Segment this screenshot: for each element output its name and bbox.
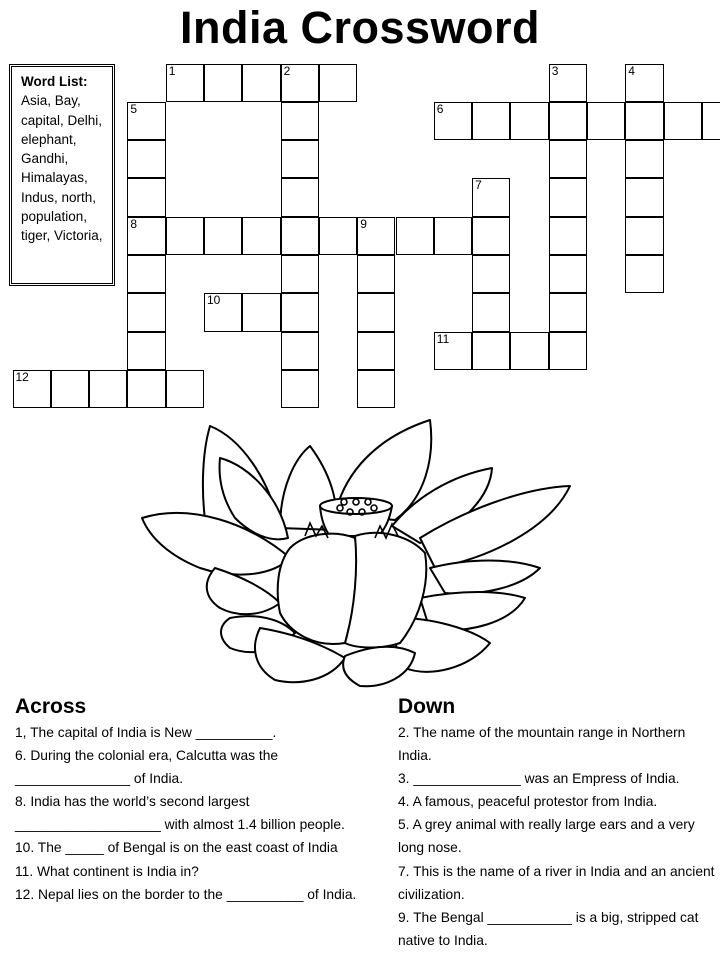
crossword-cell[interactable] <box>127 140 165 178</box>
down-clue-4: 4. A famous, peaceful protestor from India. <box>398 794 658 810</box>
clue-number: 11 <box>436 331 450 346</box>
across-clue-8: 8. India has the world’s second largest ___________________ with almost 1.4 billion people. <box>15 794 345 833</box>
crossword-cell[interactable] <box>472 178 510 216</box>
crossword-cell[interactable] <box>127 332 165 370</box>
crossword-cell[interactable] <box>319 217 357 255</box>
down-clues <box>398 694 716 952</box>
across-clue-1: 1, The capital of India is New __________. <box>15 725 277 740</box>
crossword-cell[interactable] <box>587 102 625 140</box>
crossword-cell[interactable] <box>510 332 548 370</box>
clue-number: 7 <box>475 178 482 193</box>
across-clue-11: 11. What continent is India in? <box>15 863 199 879</box>
down-clue-2: 2. The name of the mountain range in Northern India. <box>398 725 686 764</box>
crossword-cell[interactable] <box>625 255 663 293</box>
crossword-cell[interactable] <box>281 293 319 331</box>
lotus-petal <box>430 561 540 594</box>
clue-number: 6 <box>436 101 444 116</box>
crossword-cell[interactable] <box>472 102 510 140</box>
crossword-cell[interactable] <box>242 64 280 102</box>
across-heading: Across <box>15 695 87 718</box>
lotus-petal <box>343 647 415 686</box>
lotus-flower-illustration <box>130 418 580 690</box>
crossword-cell[interactable] <box>472 217 510 255</box>
crossword-cell[interactable] <box>549 217 587 255</box>
crossword-cell[interactable] <box>89 370 127 408</box>
crossword-cell[interactable] <box>127 102 165 140</box>
crossword-cell[interactable] <box>702 102 720 140</box>
clue-number: 9 <box>360 216 367 231</box>
crossword-cell[interactable] <box>204 64 242 102</box>
crossword-cell[interactable] <box>434 217 472 255</box>
crossword-cell[interactable] <box>127 293 165 331</box>
crossword-cell[interactable] <box>281 102 319 140</box>
clue-number: 4 <box>628 63 635 78</box>
down-clue-5: 5. A grey animal with really large ears and a very long nose. <box>398 817 695 856</box>
crossword-cell[interactable] <box>549 178 587 216</box>
crossword-cell[interactable] <box>625 217 663 255</box>
crossword-cell[interactable] <box>127 178 165 216</box>
down-clue-3: 3. ______________ was an Empress of India. <box>398 771 680 787</box>
crossword-cell[interactable] <box>396 217 434 255</box>
crossword-cell[interactable] <box>127 217 165 255</box>
clue-number: 5 <box>130 101 138 116</box>
crossword-cell[interactable] <box>510 102 548 140</box>
lotus-seed-pod-top <box>320 498 392 514</box>
crossword-cell[interactable] <box>472 293 510 331</box>
clue-number: 10 <box>207 293 221 308</box>
crossword-cell[interactable] <box>434 332 472 370</box>
across-clue-12: 12. Nepal lies on the border to the __________ of India. <box>15 886 357 902</box>
crossword-cell[interactable] <box>549 140 587 178</box>
page-title: India Crossword <box>179 2 541 53</box>
crossword-cell[interactable] <box>625 140 663 178</box>
crossword-cell[interactable] <box>549 102 587 140</box>
crossword-cell[interactable] <box>166 64 204 102</box>
crossword-cell[interactable] <box>281 217 319 255</box>
clue-number: 1 <box>168 63 176 78</box>
crossword-cell[interactable] <box>281 370 319 408</box>
crossword-cell[interactable] <box>13 370 51 408</box>
crossword-cell[interactable] <box>204 293 242 331</box>
crossword-cell[interactable] <box>357 217 395 255</box>
crossword-cell[interactable] <box>319 64 357 102</box>
clue-number: 12 <box>15 369 29 384</box>
lotus-petal <box>278 534 357 644</box>
across-clue-10: 10. The _____ of Bengal is on the east coast of India <box>15 840 338 856</box>
crossword-grid <box>0 0 720 420</box>
down-clue-9: 9. The Bengal ___________ is a big, stripped cat native to India. <box>398 909 699 948</box>
across-clue-6: 6. During the colonial era, Calcutta was the _______________ of India. <box>15 748 279 787</box>
crossword-cell[interactable] <box>127 255 165 293</box>
word-list-words: Asia, Bay, capital, Delhi, elephant, Gandhi, Himalayas, Indus, north, population, tiger, Victoria, <box>21 93 103 244</box>
crossword-cell[interactable] <box>281 178 319 216</box>
crossword-cell[interactable] <box>357 255 395 293</box>
crossword-cell[interactable] <box>549 332 587 370</box>
crossword-cell[interactable] <box>549 64 587 102</box>
crossword-cell[interactable] <box>281 255 319 293</box>
crossword-cell[interactable] <box>549 293 587 331</box>
crossword-cell[interactable] <box>434 102 472 140</box>
across-clues <box>15 694 360 906</box>
crossword-cell[interactable] <box>281 64 319 102</box>
word-list-heading: Word List: <box>21 74 88 89</box>
crossword-cell[interactable] <box>472 255 510 293</box>
crossword-cell[interactable] <box>51 370 89 408</box>
crossword-cell[interactable] <box>625 178 663 216</box>
crossword-cell[interactable] <box>625 102 663 140</box>
crossword-cell[interactable] <box>664 102 702 140</box>
crossword-cell[interactable] <box>242 293 280 331</box>
down-heading: Down <box>398 695 456 718</box>
crossword-cell[interactable] <box>166 370 204 408</box>
crossword-cell[interactable] <box>242 217 280 255</box>
crossword-cell[interactable] <box>127 370 165 408</box>
crossword-cell[interactable] <box>357 293 395 331</box>
clue-number: 8 <box>130 216 138 231</box>
clue-number: 2 <box>283 63 291 78</box>
crossword-cell[interactable] <box>357 370 395 408</box>
crossword-cell[interactable] <box>166 217 204 255</box>
crossword-cell[interactable] <box>549 255 587 293</box>
clue-number: 3 <box>551 63 559 78</box>
crossword-cell[interactable] <box>204 217 242 255</box>
down-clue-7: 7. This is the name of a river in India and an ancient civilization. <box>398 863 715 902</box>
crossword-cell[interactable] <box>281 140 319 178</box>
crossword-cell[interactable] <box>472 332 510 370</box>
crossword-cell[interactable] <box>281 332 319 370</box>
crossword-cell[interactable] <box>625 64 663 102</box>
crossword-cell[interactable] <box>357 332 395 370</box>
